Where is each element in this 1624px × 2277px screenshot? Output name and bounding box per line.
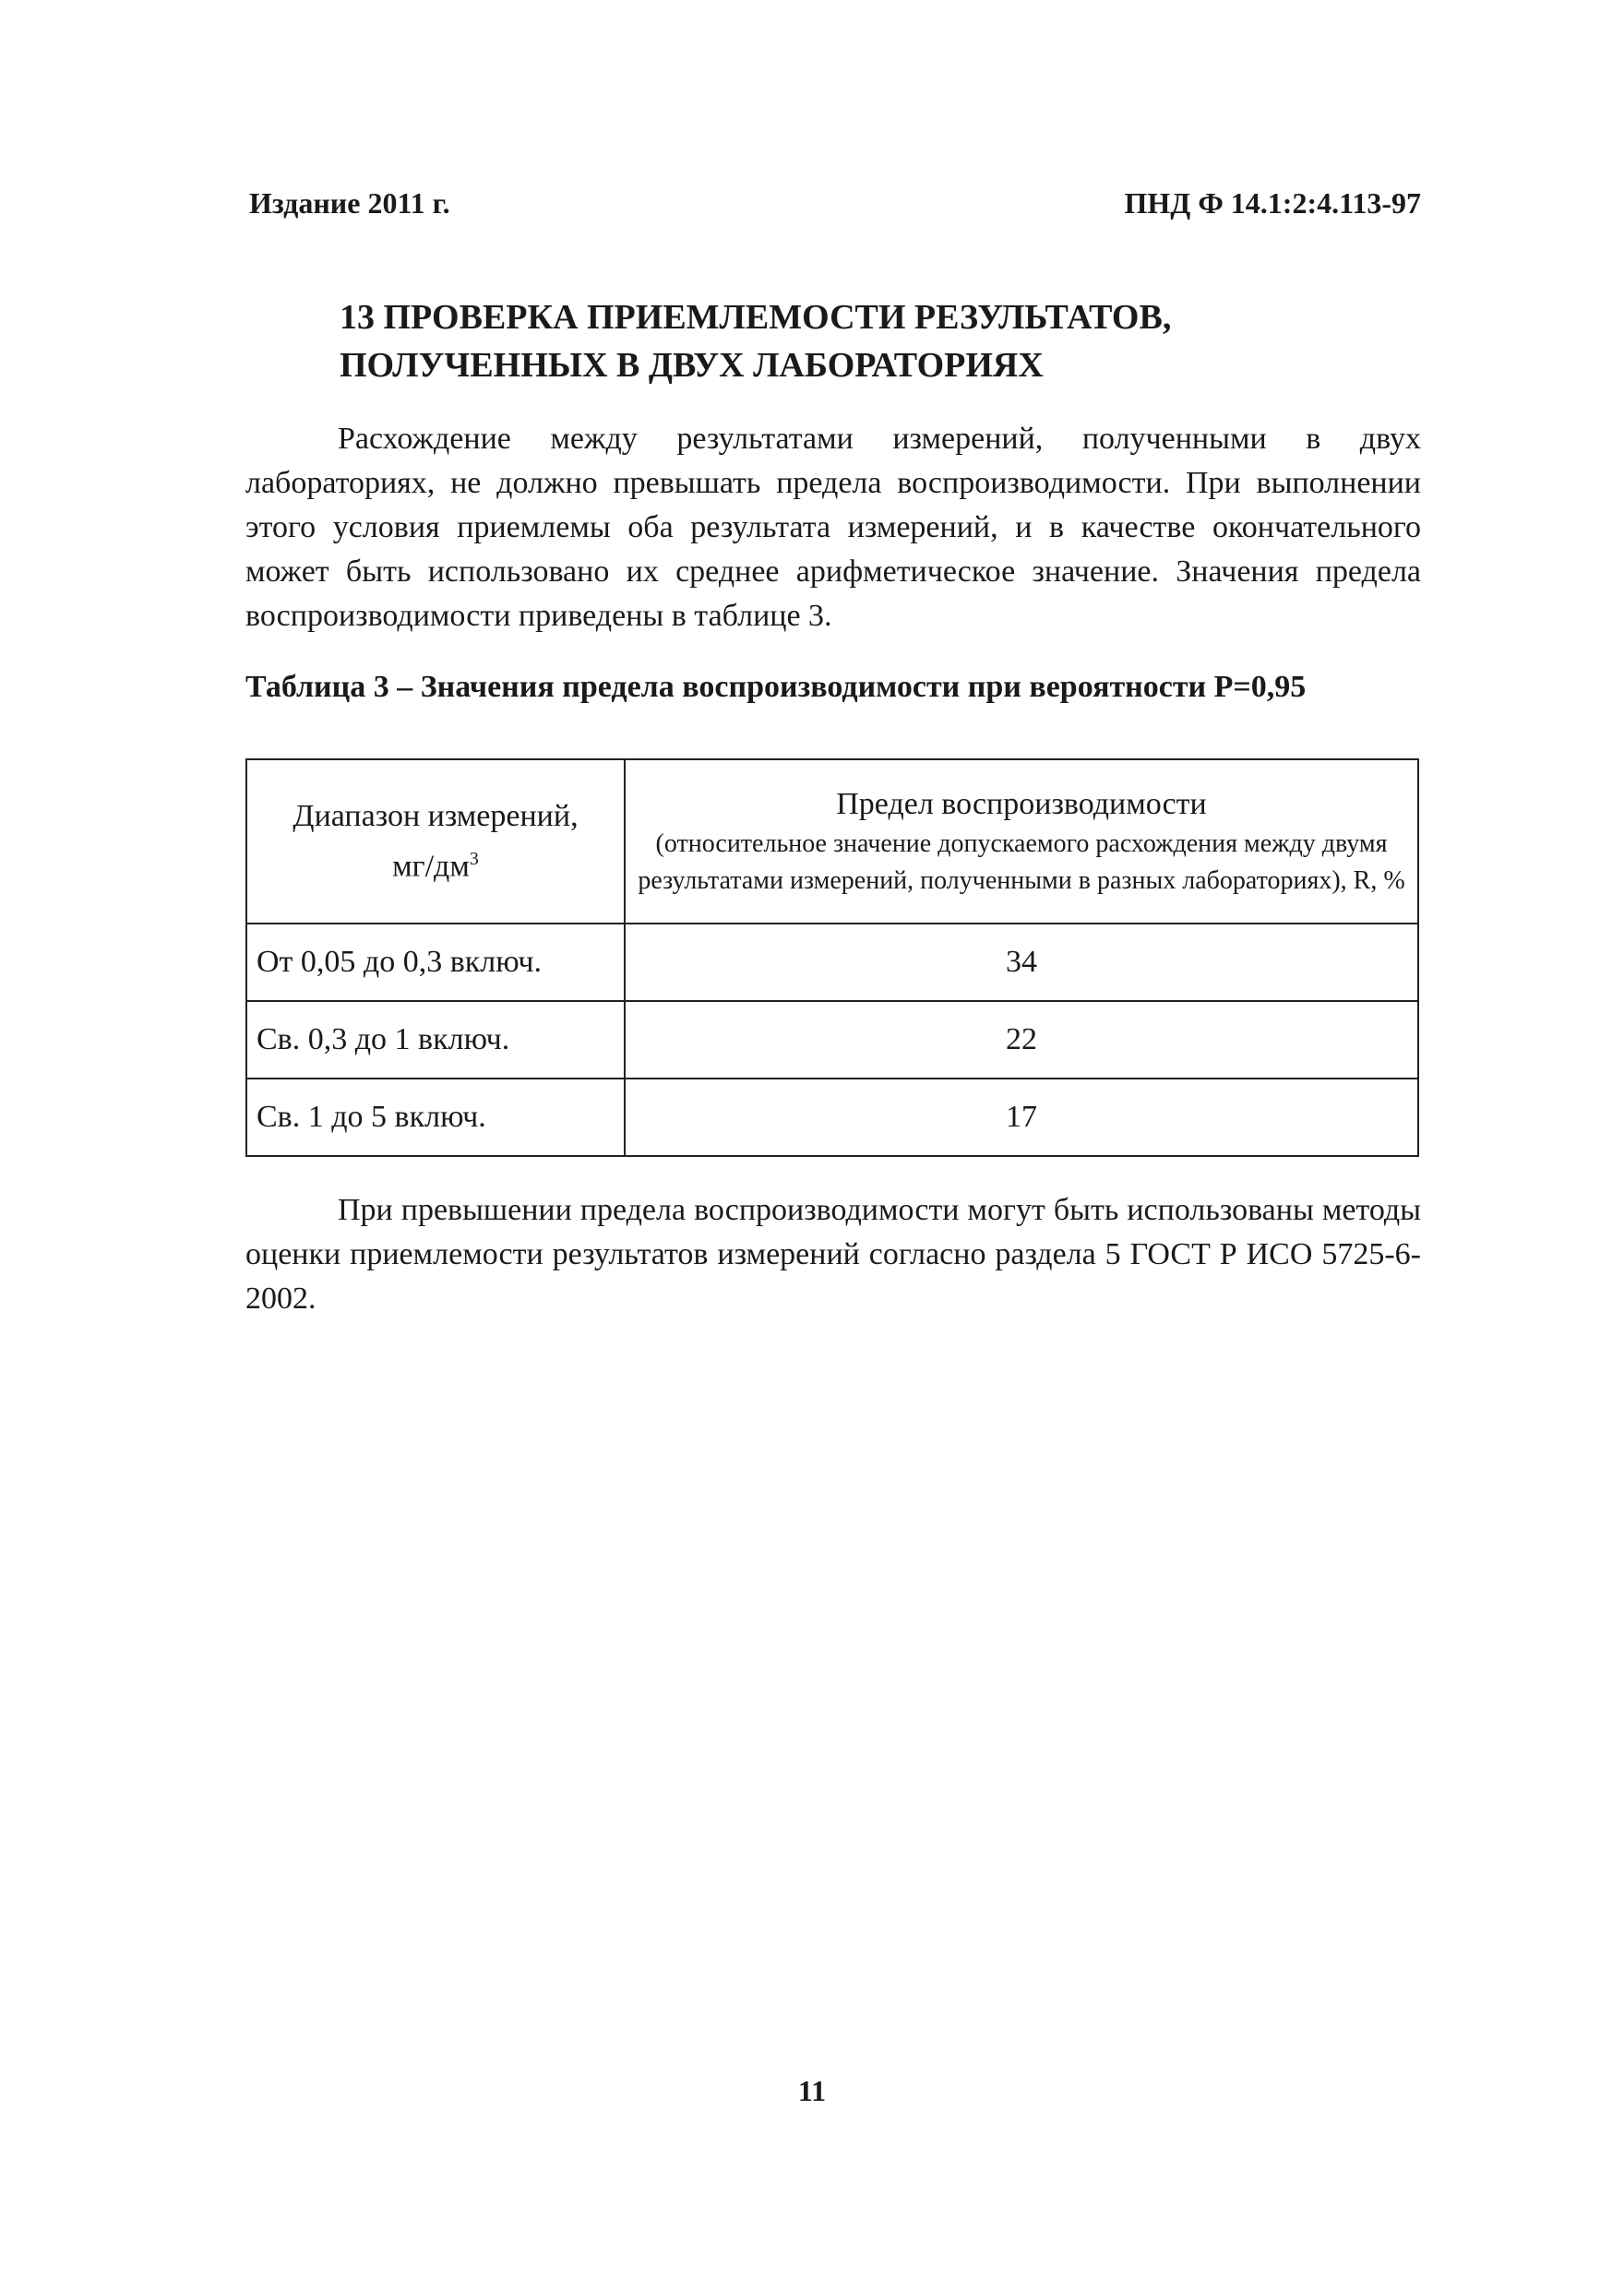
header-limit-note: (относительное значение допускаемого расхождения между двумя результатами измерений, полученными в разных лабораториях), R, % [638, 829, 1405, 895]
table-row [246, 1079, 1418, 1156]
section-title [340, 293, 1447, 389]
value-cell: 17 [625, 1079, 1418, 1156]
header-range-line-1: Диапазон измерений, [293, 798, 579, 833]
page-number: 11 [797, 2074, 827, 2107]
paragraph-1-text: Расхождение между результатами измерений, полученными в двух лабораториях, не должно превышать предела воспроизводимости. При выполнении этого условия приемлемы оба результата измерений, и в качестве окончательного может быть использовано их среднее арифметическое значение. Значения предела воспроизводимости приведены в таблице 3. [245, 422, 1421, 633]
table-row [246, 924, 1418, 1001]
section-title-line-2: ПОЛУЧЕННЫХ В ДВУХ ЛАБОРАТОРИЯХ [340, 346, 1044, 385]
range-cell: Св. 0,3 до 1 включ. [246, 1001, 625, 1079]
range-cell: Св. 1 до 5 включ. [246, 1079, 625, 1156]
table-row [246, 1001, 1418, 1079]
paragraph-reproducibility [245, 417, 1421, 638]
document-code: ПНД Ф 14.1:2:4.113-97 [1124, 186, 1421, 220]
header-limit-main: Предел воспроизводимости [836, 787, 1207, 821]
paragraph-2-text: При превышении предела воспроизводимости могут быть использованы методы оценки приемлемости результатов измерений согласно раздела 5 ГОСТ Р ИСО 5725-6-2002. [245, 1193, 1421, 1316]
value-cell: 22 [625, 1001, 1418, 1079]
header-range-cell [246, 759, 625, 924]
header-range-unit [257, 838, 615, 888]
range-cell: От 0,05 до 0,3 включ. [246, 924, 625, 1001]
paragraph-exceeding-limit [245, 1188, 1421, 1321]
table-caption: Таблица 3 – Значения предела воспроизводимости при вероятности Р=0,95 [245, 670, 1307, 704]
edition-label: Издание 2011 г. [249, 186, 450, 220]
header-range-unit-text: мг/дм [392, 849, 470, 884]
reproducibility-table [245, 758, 1419, 1157]
header-limit-cell [625, 759, 1418, 924]
value-cell: 34 [625, 924, 1418, 1001]
section-title-line-1: 13 ПРОВЕРКА ПРИЕМЛЕМОСТИ РЕЗУЛЬТАТОВ, [340, 298, 1172, 337]
header-range-unit-sup: 3 [469, 848, 479, 869]
table-header-row [246, 759, 1418, 924]
